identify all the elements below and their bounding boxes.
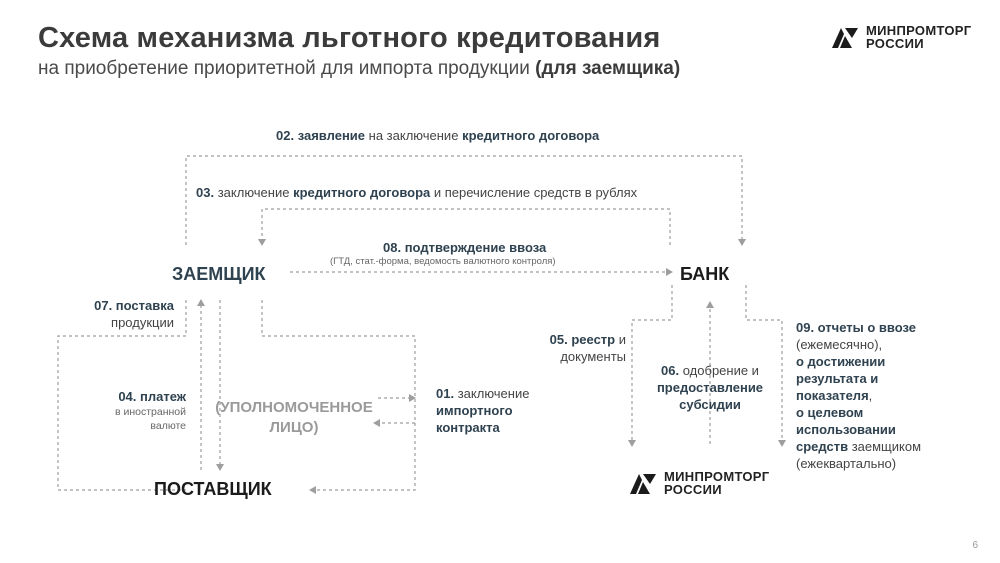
step-09-text-4: (ежеквартально): [796, 456, 897, 471]
step-09-bold-4: показателя: [796, 388, 869, 403]
step-06-text: одобрение и: [682, 363, 759, 378]
step-03-text-1: заключение: [217, 185, 290, 200]
step-07-label: [62, 297, 174, 331]
step-09-bold-1: 09. отчеты о ввозе: [796, 320, 917, 335]
step-04-bold: 04. платеж: [118, 389, 186, 404]
step-05-text-1: и: [618, 332, 626, 347]
step-09-bold-5: о целевом: [796, 405, 864, 420]
node-bank: БАНК: [680, 264, 730, 284]
step-06-label: [640, 362, 780, 413]
logo-line1: МИНПРОМТОРГ: [866, 23, 972, 38]
step-05-text-2: документы: [560, 349, 626, 364]
authorized-line-1: (УПОЛНОМОЧЕННОЕ: [215, 399, 373, 416]
step-09-bold-6: использовании: [796, 422, 896, 437]
step-09-text-3: заемщиком: [851, 439, 922, 454]
step-09-bold-2: о достижении: [796, 354, 886, 369]
step-08-number: 08.: [383, 240, 402, 255]
step-02-number: 02.: [276, 128, 295, 143]
subtitle-bold: (для заемщика): [535, 58, 681, 79]
node-borrower: ЗАЕМЩИК: [172, 264, 266, 284]
logo-node-line1: МИНПРОМТОРГ: [664, 469, 770, 484]
loop-right: [262, 300, 415, 490]
step-09-text-2: ,: [868, 388, 873, 403]
step-01-bold-1: импортного: [436, 403, 513, 418]
step-08-detail: (ГТД, стат.-форма, ведомость валютного контроля): [330, 256, 556, 267]
step-06-number: 06.: [661, 363, 680, 378]
step-02-text-1: на заключение: [368, 128, 459, 143]
logo-node-line2: РОССИИ: [664, 482, 722, 497]
step-02-bold-1: заявление: [297, 128, 366, 143]
node-supplier: ПОСТАВЩИК: [154, 479, 272, 499]
step-09-label: [796, 319, 986, 472]
step-03-label: [196, 184, 637, 201]
step-03-bold-1: кредитного договора: [293, 185, 431, 200]
step-01-label: [436, 385, 529, 436]
step-04-label: [80, 388, 186, 433]
step-07-text: продукции: [111, 315, 174, 330]
step-03-number: 03.: [196, 185, 215, 200]
node-authorized-person: [212, 398, 376, 438]
page-title: Схема механизма льготного кредитования: [38, 22, 661, 54]
step-04-text-2: валюте: [150, 420, 186, 432]
logo-ministry-node: [628, 470, 769, 496]
step-09-bold-3: результата и: [796, 371, 879, 386]
step-04-text-1: в иностранной: [114, 406, 186, 418]
step-01-bold-2: контракта: [436, 420, 500, 435]
step-01-number: 01.: [436, 386, 455, 401]
page-number: 6: [972, 540, 978, 551]
step-09-text-1: (ежемесячно),: [796, 337, 883, 352]
step-05-bold: 05. реестр: [549, 332, 616, 347]
step-02-bold-2: кредитного договора: [462, 128, 600, 143]
step-08-label: [383, 239, 546, 256]
step-03-text-2: и перечисление средств в рублях: [433, 185, 638, 200]
step-05-label: [520, 331, 626, 365]
step-06-bold-2: субсидии: [679, 397, 741, 412]
step-09-bold-7: средств: [796, 439, 849, 454]
step-07-bold: 07. поставка: [94, 298, 174, 313]
step-08-bold-1: подтверждение ввоза: [404, 240, 547, 255]
step-06-bold-1: предоставление: [656, 380, 764, 395]
logo-mark-icon: [628, 470, 658, 496]
subtitle-main: на приобретение приоритетной для импорта продукции: [38, 58, 530, 79]
authorized-line-2: ЛИЦО): [269, 419, 319, 436]
step-02-label: [276, 127, 599, 144]
step-01-text: заключение: [457, 386, 530, 401]
logo-line2: РОССИИ: [866, 36, 924, 51]
